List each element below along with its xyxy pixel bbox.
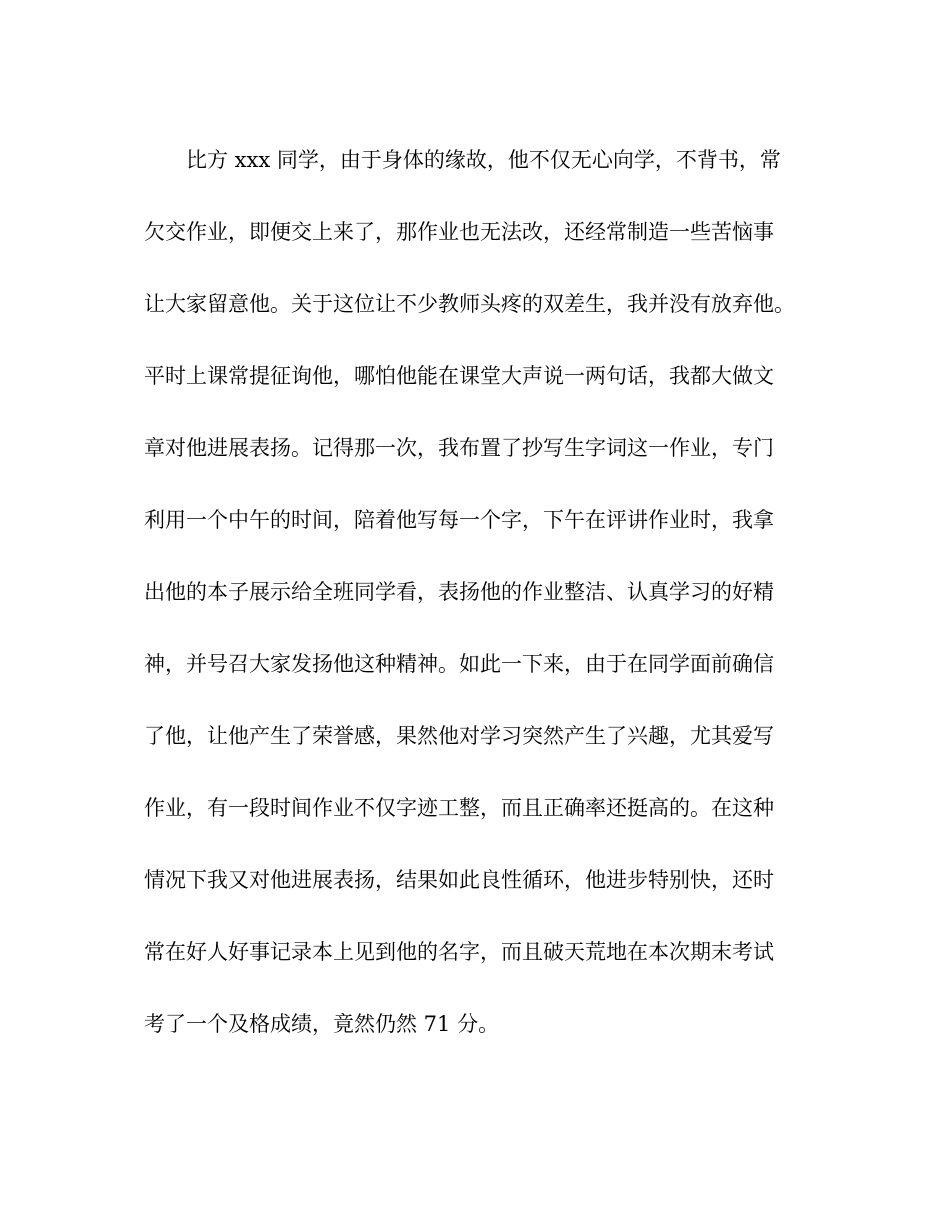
paragraph-line: 比方 xxx 同学，由于身体的缘故，他不仅无心向学，不背书，常 xyxy=(186,148,781,172)
paragraph-line: 平时上课常提征询他，哪怕他能在课堂大声说一两句话，我都大做文 xyxy=(144,364,774,388)
paragraph-line: 神，并号召大家发扬他这种精神。如此一下来，由于在同学面前确信 xyxy=(144,652,774,676)
paragraph-line: 了他，让他产生了荣誉感，果然他对学习突然产生了兴趣，尤其爱写 xyxy=(144,724,774,748)
paragraph-line: 欠交作业，即便交上来了，那作业也无法改，还经常制造一些苦恼事 xyxy=(144,220,774,244)
paragraph-line: 出他的本子展示给全班同学看，表扬他的作业整洁、认真学习的好精 xyxy=(144,580,774,604)
paragraph-line: 常在好人好事记录本上见到他的名字，而且破天荒地在本次期末考试 xyxy=(144,940,774,964)
paragraph-line: 让大家留意他。关于这位让不少教师头疼的双差生，我并没有放弃他。 xyxy=(144,292,795,316)
paragraph-line: 作业，有一段时间作业不仅字迹工整，而且正确率还挺高的。在这种 xyxy=(144,796,774,820)
paragraph-line: 章对他进展表扬。记得那一次，我布置了抄写生字词这一作业，专门 xyxy=(144,436,774,460)
paragraph-line: 情况下我又对他进展表扬，结果如此良性循环，他进步特别快，还时 xyxy=(144,868,774,892)
paragraph-line: 考了一个及格成绩，竟然仍然 71 分。 xyxy=(144,1012,500,1036)
paragraph-line: 利用一个中午的时间，陪着他写每一个字，下午在评讲作业时，我拿 xyxy=(144,508,774,532)
